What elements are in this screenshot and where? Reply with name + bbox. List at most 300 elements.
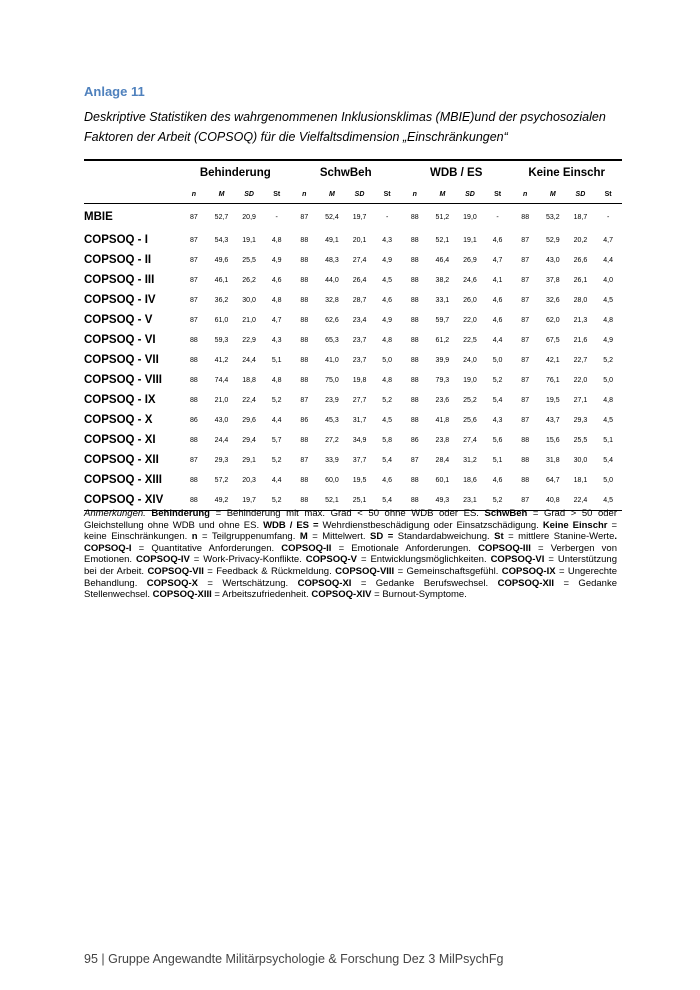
note-text: = Arbeitszufriedenheit.	[211, 589, 312, 601]
table-cell: 88	[189, 396, 198, 404]
table-cell: 61,2	[435, 336, 450, 344]
table-cell: -	[275, 213, 278, 221]
table-cell: 4,8	[382, 336, 393, 344]
table-cell: 4,5	[603, 296, 613, 304]
note-text: = Grad > 50 oder Gleichstellung ohne WDB und ohne ES.	[84, 508, 617, 531]
table-cell: 24,6	[463, 276, 477, 284]
table-cell: 20,2	[573, 236, 588, 244]
table-cell: 60,1	[435, 476, 450, 484]
table-cell: 26,9	[463, 256, 477, 264]
table-cell: 27,7	[352, 396, 367, 404]
table-cell: 26,2	[242, 276, 256, 284]
table-cell: 88	[300, 316, 309, 324]
table-cell: 5,2	[271, 396, 282, 404]
table-row	[84, 370, 622, 390]
table-cell: 88	[521, 456, 530, 464]
note-text: COPSOQ-I	[84, 542, 132, 554]
table-row	[84, 410, 622, 430]
subcolumn-header: M	[318, 185, 346, 204]
table-cell: 34,9	[352, 436, 367, 444]
table-cell: 87	[521, 356, 530, 364]
table-cell: -	[385, 213, 389, 221]
table-cell: 30,0	[242, 296, 256, 304]
subcolumn-header: SD	[567, 185, 595, 204]
table-cell: 5,0	[603, 476, 613, 484]
row-label: COPSOQ - VIII	[84, 374, 162, 386]
table-cell: 4,5	[382, 416, 393, 424]
table-cell: 28,0	[573, 296, 588, 304]
table-cell: 4,6	[382, 476, 393, 484]
table-cell: 88	[300, 376, 309, 384]
note-text: .	[614, 531, 617, 543]
table-cell: 88	[300, 336, 309, 344]
table-cell: 46,4	[435, 256, 450, 264]
table-cell: 22,0	[463, 316, 477, 324]
table-cell: 4,3	[382, 236, 393, 244]
note-text: = Gedanke Berufswechsel.	[351, 577, 498, 589]
table-cell: 43,0	[214, 416, 229, 424]
note-text: St	[494, 531, 504, 543]
table-cell: 52,7	[214, 213, 229, 221]
table-cell: 32,6	[545, 296, 560, 304]
subcolumn-header: n	[291, 185, 319, 204]
table-cell: 4,9	[271, 256, 282, 264]
table-cell: 88	[410, 396, 419, 404]
subcolumn-header: n	[511, 185, 539, 204]
table-cell: 5,2	[603, 356, 613, 364]
table-cell: 41,8	[435, 416, 450, 424]
table-cell: 87	[300, 213, 309, 221]
note-text: = Feedback & Rückmeldung.	[203, 565, 336, 577]
table-cell: 4,4	[271, 416, 282, 424]
table-notes	[84, 508, 617, 601]
table-cell: 25,5	[242, 256, 256, 264]
table-cell: 87	[300, 456, 309, 464]
table-cell: 59,7	[435, 316, 450, 324]
appendix-heading: Anlage 11	[84, 84, 145, 99]
table-cell: 5,0	[382, 356, 393, 364]
table-row	[84, 230, 622, 250]
table-cell: 87	[300, 396, 309, 404]
note-text: = Behinderung mit max. Grad < 50 ohne WDB oder ES.	[209, 508, 485, 519]
table-cell: 4,6	[492, 296, 503, 304]
page-footer: 95 | Gruppe Angewandte Militärpsychologie & Forschung Dez 3 MilPsychFg	[84, 952, 504, 966]
table-cell: 26,6	[573, 256, 588, 264]
note-text: = Burnout-Symptome.	[371, 589, 467, 601]
table-cell: 4,8	[271, 376, 282, 384]
table-cell: 87	[189, 456, 198, 464]
subcolumn-header-row	[84, 185, 622, 204]
table-cell: 18,8	[242, 376, 256, 384]
table-row	[84, 430, 622, 450]
group-header: WDB / ES	[401, 160, 511, 185]
table-cell: -	[606, 213, 610, 221]
table-cell: 41,2	[214, 356, 229, 364]
table-cell: 87	[521, 376, 530, 384]
table-cell: 29,4	[242, 436, 256, 444]
subcolumn-header: SD	[346, 185, 374, 204]
table-cell: 61,0	[214, 316, 229, 324]
table-cell: 52,1	[318, 490, 346, 511]
subcolumn-header: M	[429, 185, 457, 204]
table-cell: 5,2	[484, 490, 512, 511]
table-cell: 5,6	[492, 436, 503, 444]
table-cell: 4,3	[492, 416, 503, 424]
table-cell: 87	[521, 276, 530, 284]
table-cell: 88	[410, 416, 419, 424]
table-cell: 4,6	[271, 276, 282, 284]
table-cell: 88	[521, 476, 530, 484]
table-cell: 29,6	[242, 416, 256, 424]
table-cell: 59,3	[214, 336, 229, 344]
table-cell: 53,2	[545, 213, 560, 221]
table-cell: 27,1	[573, 396, 588, 404]
table-cell: 87	[189, 296, 198, 304]
subcolumn-header: St	[484, 185, 512, 204]
table-cell: 49,6	[214, 256, 229, 264]
table-cell: 25,1	[346, 490, 374, 511]
note-text: COPSOQ-III	[478, 542, 531, 554]
row-label: COPSOQ - IV	[84, 294, 156, 306]
table-cell: 31,8	[545, 456, 560, 464]
table-cell: 4,0	[603, 276, 613, 284]
table-cell: 4,8	[603, 316, 613, 324]
note-text: = Work-Privacy-Konflikte.	[189, 554, 306, 566]
table-cell: 74,4	[214, 376, 229, 384]
table-cell: 87	[521, 236, 530, 244]
table-cell: 27,4	[463, 436, 477, 444]
table-cell: 26,1	[573, 276, 588, 284]
table-cell: 88	[291, 490, 319, 511]
table-cell: 88	[410, 336, 419, 344]
row-label: COPSOQ - XIV	[84, 490, 180, 511]
table-cell: 19,1	[242, 236, 256, 244]
table-cell: 46,1	[214, 276, 229, 284]
table-cell: 87	[189, 213, 198, 221]
table-cell: 87	[511, 490, 539, 511]
table-row	[84, 470, 622, 490]
note-text: COPSOQ-XII	[497, 577, 555, 589]
table-cell: 18,6	[463, 476, 477, 484]
table-cell: 4,6	[492, 236, 503, 244]
table-cell: 44,0	[325, 276, 339, 284]
note-text: = keine Einschränkungen.	[84, 519, 618, 543]
table-cell: 30,0	[573, 456, 588, 464]
note-text: COPSOQ-IV	[136, 554, 190, 566]
table-cell: 87	[189, 256, 198, 264]
table-cell: 32,8	[325, 296, 339, 304]
table-row	[84, 270, 622, 290]
table-cell: 62,0	[545, 316, 560, 324]
table-cell: 4,8	[603, 396, 613, 404]
table-cell: 4,5	[594, 490, 622, 511]
row-label-subheader	[84, 185, 180, 204]
subcolumn-header: n	[401, 185, 429, 204]
table-row	[84, 290, 622, 310]
table-cell: 86	[189, 416, 198, 424]
table-cell: 87	[189, 236, 198, 244]
note-text: = Ungerechte Behandlung.	[84, 565, 617, 589]
table-cell: 5,4	[492, 396, 503, 404]
table-cell: 20,9	[242, 213, 256, 221]
table-cell: 4,4	[492, 336, 503, 344]
table-cell: 4,9	[382, 316, 393, 324]
table-cell: 4,9	[382, 256, 393, 264]
table-cell: 23,9	[325, 396, 339, 404]
row-label: COPSOQ - IX	[84, 394, 156, 406]
row-label: COPSOQ - VII	[84, 354, 159, 366]
table-cell: 52,4	[325, 213, 339, 221]
note-text: = Mittelwert.	[307, 531, 371, 543]
table-cell: 87	[410, 456, 419, 464]
table-cell: 88	[521, 213, 530, 221]
table-cell: 88	[410, 316, 419, 324]
note-text: = Entwicklungsmöglichkeiten.	[357, 554, 491, 566]
table-cell: 19,7	[352, 213, 367, 221]
note-text: = Wertschätzung.	[197, 577, 298, 589]
table-cell: 21,6	[573, 336, 588, 344]
table-cell: 28,4	[435, 456, 450, 464]
table-cell: 28,7	[352, 296, 367, 304]
table-cell: 65,3	[325, 336, 339, 344]
table-cell: 52,9	[545, 236, 560, 244]
note-text: n	[191, 531, 198, 543]
table-cell: 88	[521, 436, 530, 444]
note-text: COPSOQ-XI	[297, 577, 352, 589]
note-text: = Emotionale Anforderungen.	[331, 542, 479, 554]
table-cell: 87	[521, 336, 530, 344]
table-cell: 5,0	[492, 356, 503, 364]
row-label: COPSOQ - II	[84, 254, 152, 266]
row-label: COPSOQ - XII	[84, 454, 159, 466]
table-cell: 64,7	[545, 476, 560, 484]
table-cell: 88	[300, 296, 309, 304]
table-cell: 5,4	[603, 456, 613, 464]
table-cell: 23,4	[352, 316, 367, 324]
table-cell: 88	[189, 336, 198, 344]
table-body	[84, 204, 622, 511]
table-cell: -	[496, 213, 499, 221]
table-cell: 20,1	[352, 236, 367, 244]
table-cell: 4,5	[603, 416, 613, 424]
table-cell: 19,5	[352, 476, 367, 484]
table-cell: 88	[300, 356, 309, 364]
note-text: COPSOQ-XIII	[152, 589, 212, 601]
table-cell: 18,7	[573, 213, 588, 221]
table-cell: 87	[521, 416, 530, 424]
table-cell: 5,2	[271, 456, 282, 464]
table-cell: 88	[410, 276, 419, 284]
table-cell: 87	[521, 256, 530, 264]
table-cell: 88	[410, 296, 419, 304]
table-cell: 22,4	[567, 490, 595, 511]
subcolumn-header: M	[208, 185, 236, 204]
table-cell: 4,8	[271, 236, 282, 244]
table-row	[84, 350, 622, 370]
table-cell: 33,1	[435, 296, 450, 304]
table-cell: 4,7	[603, 236, 613, 244]
table-row	[84, 310, 622, 330]
table-cell: 87	[189, 276, 198, 284]
table-cell: 88	[189, 476, 198, 484]
table-cell: 23,8	[435, 436, 450, 444]
table-cell: 25,5	[573, 436, 588, 444]
note-text: = Gemeinschaftsgefühl.	[394, 565, 502, 577]
note-text: WDB / ES =	[263, 519, 319, 531]
table-cell: 5,8	[382, 436, 393, 444]
table-cell: 38,2	[435, 276, 450, 284]
table-cell: 79,3	[435, 376, 450, 384]
group-header-row	[84, 160, 622, 185]
table-cell: 67,5	[545, 336, 560, 344]
table-cell: 60,0	[325, 476, 339, 484]
table-cell: 49,2	[208, 490, 236, 511]
subcolumn-header: St	[373, 185, 401, 204]
note-text: COPSOQ-VIII	[335, 565, 395, 577]
table-cell: 33,9	[325, 456, 339, 464]
table-cell: 22,5	[463, 336, 477, 344]
table-cell: 45,3	[325, 416, 339, 424]
table-cell: 43,0	[545, 256, 560, 264]
table-cell: 22,4	[242, 396, 256, 404]
table-cell: 26,4	[352, 276, 367, 284]
table-cell: 88	[300, 256, 309, 264]
table-cell: 4,1	[492, 276, 503, 284]
table-cell: 23,6	[435, 396, 450, 404]
table-cell: 19,8	[352, 376, 367, 384]
table-cell: 26,0	[463, 296, 477, 304]
note-text: Anmerkungen.	[84, 508, 146, 519]
table-cell: 87	[521, 296, 530, 304]
note-text: = Quantitative Anforderungen.	[131, 542, 282, 554]
table-cell: 21,0	[214, 396, 229, 404]
note-text: Keine Einschr	[542, 519, 608, 531]
table-cell: 23,7	[352, 336, 367, 344]
table-cell: 4,7	[271, 316, 282, 324]
table-cell: 23,1	[456, 490, 484, 511]
table-cell: 62,6	[325, 316, 339, 324]
note-text: Standardabweichung.	[393, 531, 495, 543]
table-cell: 25,2	[463, 396, 477, 404]
table-cell: 4,8	[382, 376, 393, 384]
table-cell: 88	[180, 490, 208, 511]
note-text: COPSOQ-IX	[501, 565, 556, 577]
table-cell: 19,0	[463, 213, 477, 221]
table-cell: 22,0	[573, 376, 588, 384]
table-cell: 4,6	[492, 316, 503, 324]
table-cell: 5,4	[373, 490, 401, 511]
table-cell: 75,0	[325, 376, 339, 384]
row-label: COPSOQ - X	[84, 414, 153, 426]
table-cell: 5,0	[603, 376, 613, 384]
table-cell: 37,8	[545, 276, 560, 284]
row-label: COPSOQ - V	[84, 314, 153, 326]
table-cell: 87	[189, 316, 198, 324]
table-cell: 4,5	[382, 276, 393, 284]
table-cell: 5,2	[263, 490, 291, 511]
table-cell: 48,3	[325, 256, 339, 264]
statistics-table	[84, 159, 622, 511]
row-label: COPSOQ - XI	[84, 434, 156, 446]
table-cell: 49,3	[429, 490, 457, 511]
table-cell: 5,2	[382, 396, 393, 404]
note-text: COPSOQ-V	[305, 554, 357, 566]
table-cell: 88	[410, 256, 419, 264]
table-cell: 31,7	[352, 416, 367, 424]
table-cell: 20,3	[242, 476, 256, 484]
table-cell: 29,3	[573, 416, 588, 424]
row-label: MBIE	[84, 211, 113, 223]
table-cell: 88	[189, 376, 198, 384]
table-cell: 88	[410, 213, 419, 221]
table-cell: 24,0	[463, 356, 477, 364]
table-cell: 4,6	[492, 476, 503, 484]
table-cell: 54,3	[214, 236, 229, 244]
table-cell: 88	[410, 356, 419, 364]
table-cell: 23,7	[352, 356, 367, 364]
table-cell: 52,1	[435, 236, 450, 244]
table-cell: 43,7	[545, 416, 560, 424]
table-cell: 29,1	[242, 456, 256, 464]
row-label: COPSOQ - XIII	[84, 474, 162, 486]
table-cell: 4,7	[492, 256, 503, 264]
note-text: Behinderung	[151, 508, 210, 519]
table-cell: 37,7	[352, 456, 367, 464]
table-cell: 22,9	[242, 336, 256, 344]
note-text: COPSOQ-VII	[147, 565, 204, 577]
table-cell: 21,0	[242, 316, 256, 324]
note-text: COPSOQ-X	[146, 577, 198, 589]
note-text: COPSOQ-XIV	[311, 589, 372, 601]
table-cell: 19,7	[235, 490, 263, 511]
note-text: M	[299, 531, 308, 543]
table-row	[84, 330, 622, 350]
table-cell: 5,4	[382, 456, 393, 464]
note-text: COPSOQ-VI	[490, 554, 545, 566]
note-text: = Gedanke Stellenwechsel.	[84, 577, 617, 601]
subcolumn-header: M	[539, 185, 567, 204]
table-cell: 24,4	[214, 436, 229, 444]
table-cell: 21,3	[573, 316, 588, 324]
table-cell: 19,5	[545, 396, 560, 404]
table-cell: 4,4	[271, 476, 282, 484]
row-label: COPSOQ - VI	[84, 334, 156, 346]
table-cell: 88	[189, 436, 198, 444]
table-cell: 5,1	[603, 436, 613, 444]
table-cell: 31,2	[463, 456, 477, 464]
table-cell: 18,1	[573, 476, 588, 484]
table-row	[84, 390, 622, 410]
table-cell: 88	[410, 476, 419, 484]
table-cell: 27,4	[352, 256, 367, 264]
table-cell: 88	[300, 476, 309, 484]
table-cell: 4,3	[271, 336, 282, 344]
table-cell: 15,6	[545, 436, 560, 444]
table-cell: 24,4	[242, 356, 256, 364]
table-row	[84, 204, 622, 231]
note-text: = Verbergen von Emotionen.	[84, 542, 617, 566]
subcolumn-header: SD	[235, 185, 263, 204]
note-text: COPSOQ-II	[281, 542, 332, 554]
group-header: SchwBeh	[291, 160, 401, 185]
table-cell: 40,8	[539, 490, 567, 511]
row-label: COPSOQ - I	[84, 234, 148, 246]
table-cell: 87	[521, 316, 530, 324]
note-text: SD =	[370, 531, 394, 543]
table-cell: 27,2	[325, 436, 339, 444]
subcolumn-header: St	[263, 185, 291, 204]
group-header: Keine Einschr	[511, 160, 622, 185]
